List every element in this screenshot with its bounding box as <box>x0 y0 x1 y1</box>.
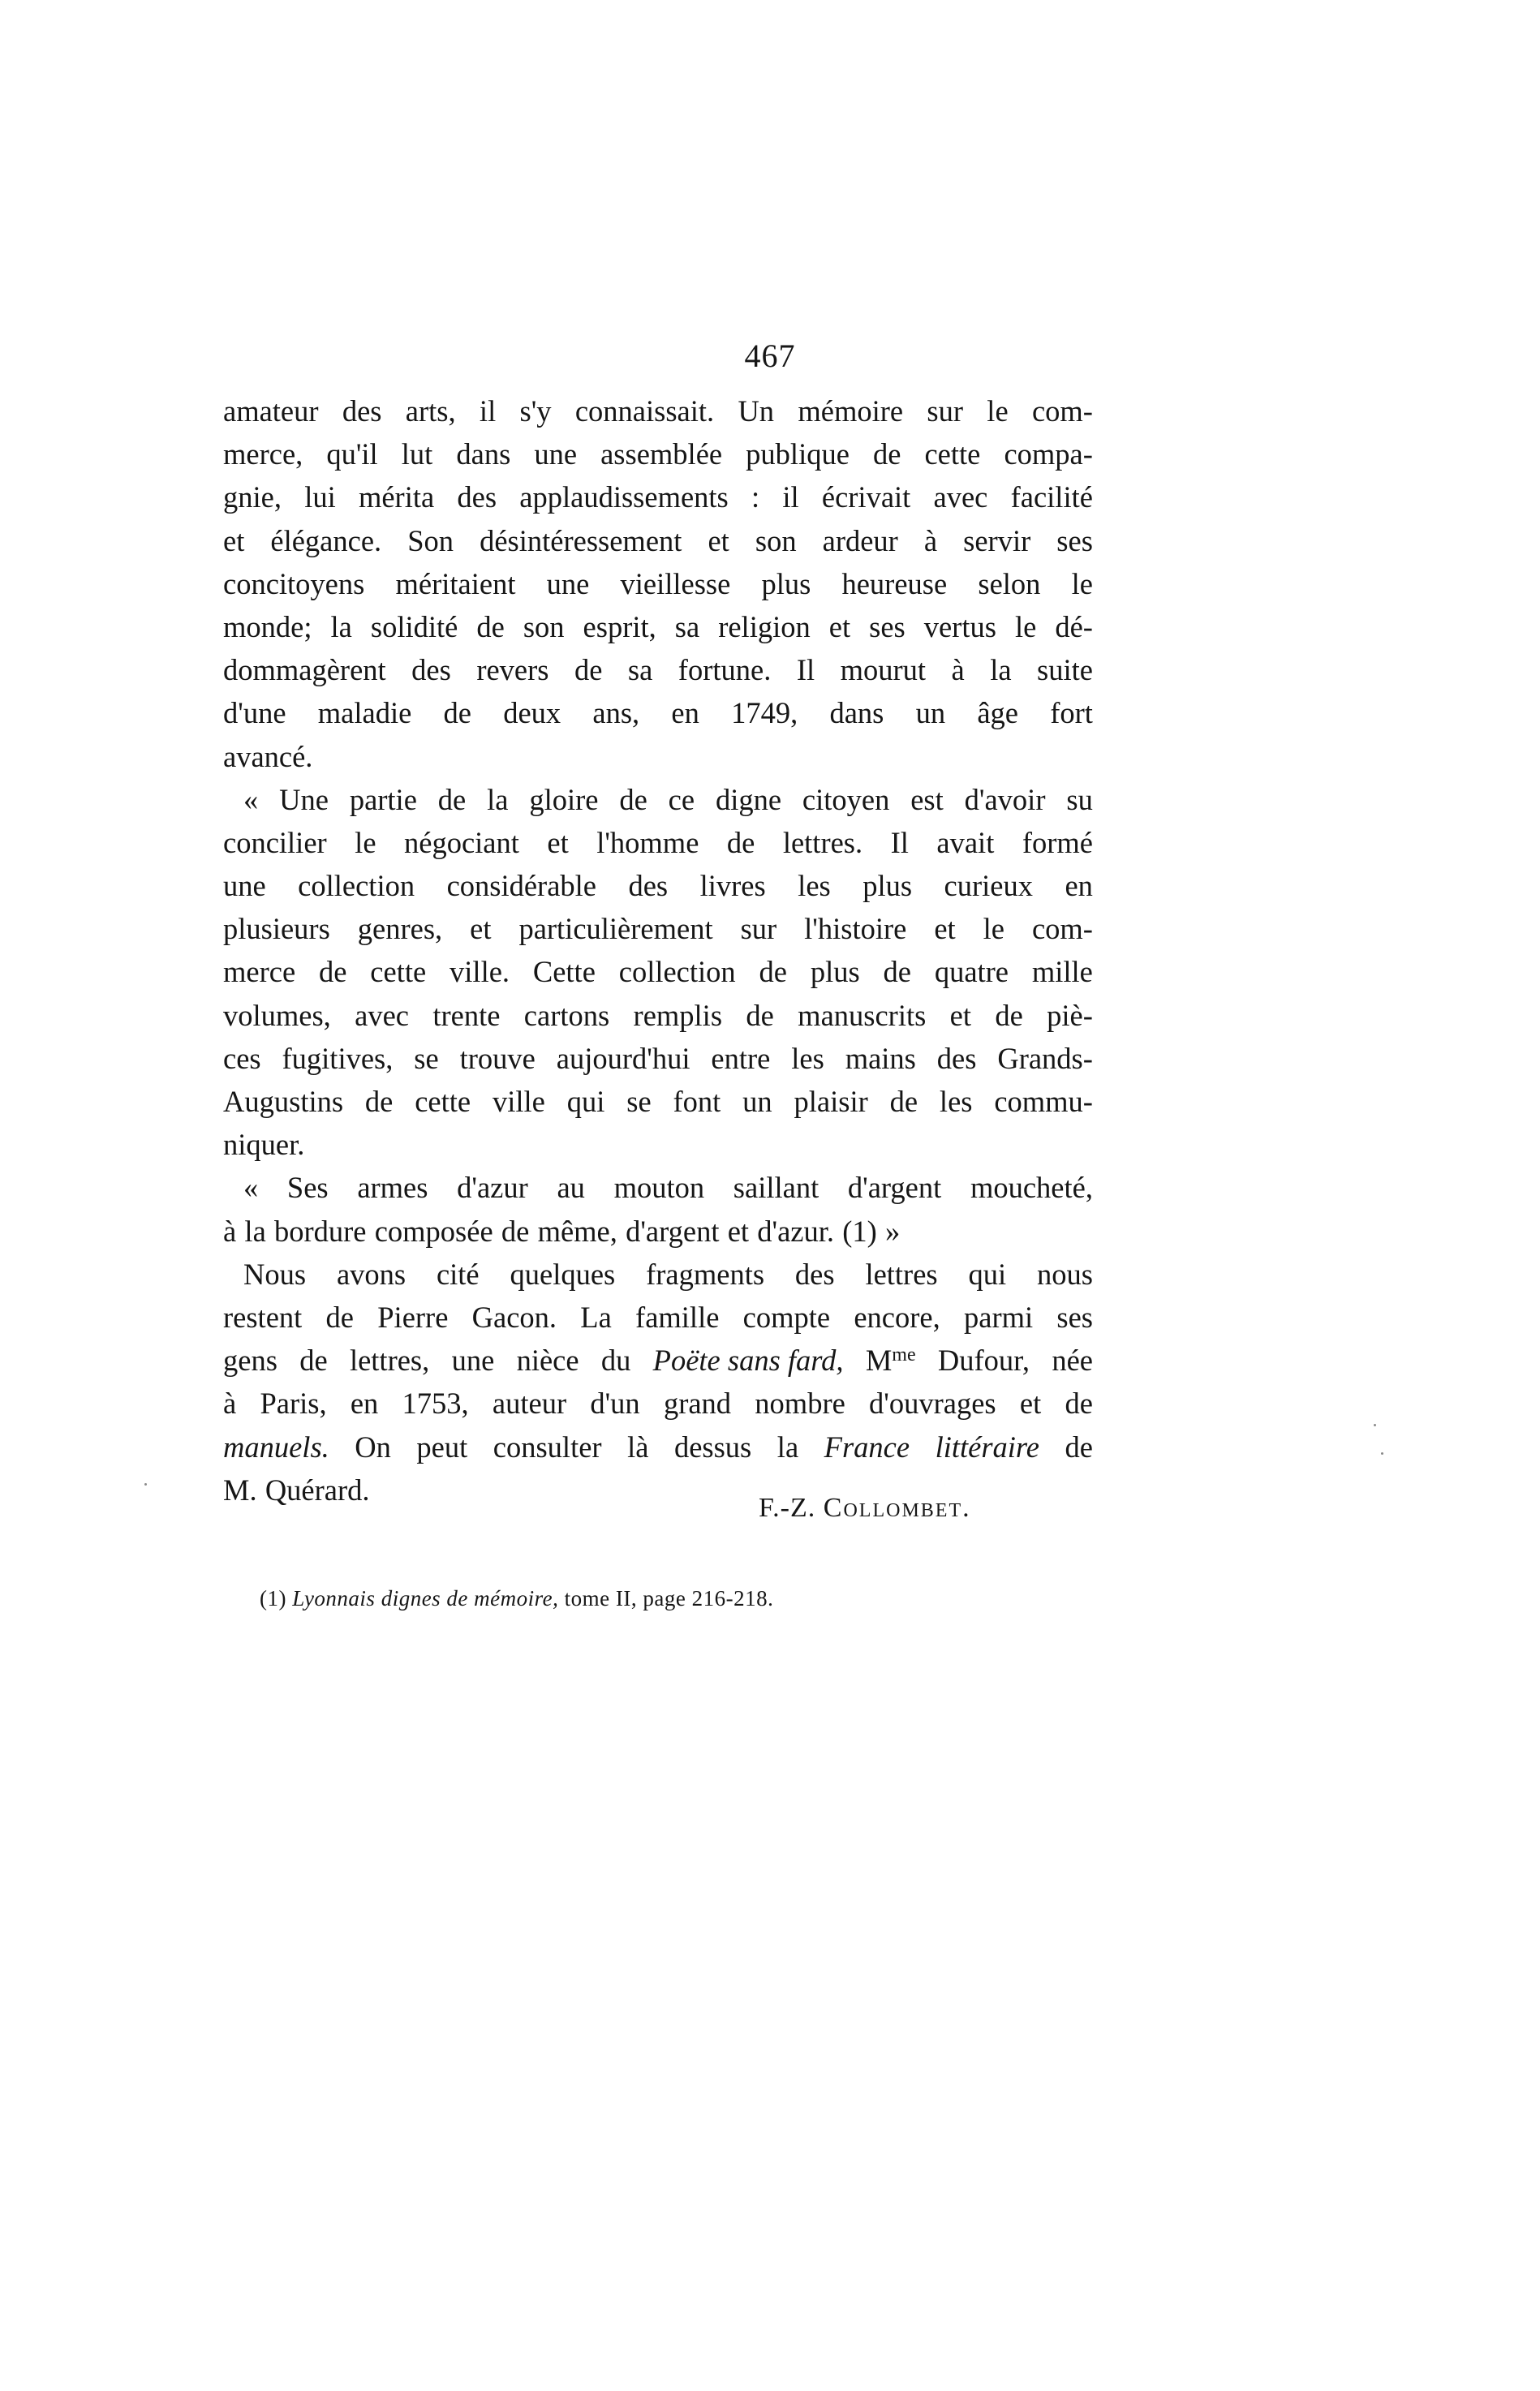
word: se <box>414 1041 439 1075</box>
word: de <box>759 955 787 989</box>
word: au <box>557 1171 585 1205</box>
word: bordure <box>273 1214 367 1248</box>
word: à <box>223 1214 237 1248</box>
word: le <box>987 394 1009 428</box>
word: Augustins <box>223 1085 344 1118</box>
word: l'histoire <box>804 912 907 946</box>
word: ses <box>1056 1300 1093 1334</box>
word: maladie <box>317 696 412 730</box>
word: à <box>951 653 965 687</box>
word: là <box>627 1430 649 1464</box>
word: la <box>244 1214 266 1248</box>
word: applaudissements <box>519 480 729 514</box>
superscript: me <box>892 1344 916 1366</box>
word: d'argent <box>847 1171 942 1205</box>
word: un <box>915 696 946 730</box>
word: plaisir <box>794 1085 868 1118</box>
word: de <box>325 1300 354 1334</box>
word: trouve <box>459 1041 536 1075</box>
word: dans <box>456 437 511 471</box>
author-signature <box>759 1493 971 1524</box>
word: de <box>574 653 603 687</box>
text-line <box>223 1166 1093 1209</box>
word: compa- <box>1004 437 1093 471</box>
signature-surname: Collombet. <box>823 1493 971 1523</box>
word: compte <box>742 1300 831 1334</box>
word: de <box>1065 1387 1093 1421</box>
word: cette <box>924 437 981 471</box>
word: sur <box>740 912 777 946</box>
word: de <box>883 955 911 989</box>
word: « <box>243 782 259 816</box>
word: mille <box>1031 955 1093 989</box>
word: dé- <box>1055 609 1093 643</box>
word: de <box>1065 1430 1093 1464</box>
word: avec <box>933 480 988 514</box>
word: solidité <box>370 609 458 643</box>
word: : <box>751 480 760 514</box>
word: avec <box>355 998 410 1032</box>
paper-speck <box>1374 1424 1376 1426</box>
word: d'une <box>223 696 286 730</box>
word: une <box>223 869 266 903</box>
word: niquer. <box>223 1128 305 1162</box>
word: nièce <box>516 1344 579 1378</box>
word: servir <box>963 523 1031 557</box>
word: élégance. <box>270 523 382 557</box>
word: d'azur <box>457 1171 528 1205</box>
word: citoyen <box>802 782 890 816</box>
word: dommagèrent <box>223 653 386 687</box>
word: son <box>523 609 565 643</box>
word: écrivait <box>821 480 911 514</box>
word: lut <box>401 437 433 471</box>
word: mains <box>845 1041 916 1075</box>
word: d'azur. <box>757 1214 834 1248</box>
word: mérita <box>358 480 435 514</box>
word: collection <box>298 869 415 903</box>
word: vieillesse <box>620 566 731 600</box>
word: cette <box>415 1085 471 1118</box>
word: Gacon. <box>471 1300 557 1334</box>
word: mémoire <box>798 394 904 428</box>
word: ville. <box>450 955 510 989</box>
word: la <box>990 653 1012 687</box>
word: suite <box>1037 653 1093 687</box>
text-line <box>223 864 1093 907</box>
word: et <box>727 1214 750 1248</box>
word: Quérard. <box>265 1473 370 1507</box>
word: lettres. <box>782 825 863 859</box>
word: un <box>742 1085 772 1118</box>
word: son <box>755 523 797 557</box>
word: le <box>1014 609 1037 643</box>
text-line <box>223 1210 1093 1253</box>
footnote-title: Lyonnais dignes de mémoire, <box>292 1586 559 1610</box>
word: de <box>443 696 471 730</box>
word: facilité <box>1010 480 1093 514</box>
word: Un <box>738 394 775 428</box>
word: âge <box>977 696 1018 730</box>
word: ans, <box>592 696 640 730</box>
word: amateur <box>223 394 319 428</box>
word: auteur <box>492 1387 567 1421</box>
word: mouton <box>613 1171 705 1205</box>
word: gnie, <box>223 480 282 514</box>
word: $M^{me}$ <box>865 1344 916 1378</box>
word: de <box>746 998 774 1032</box>
word: monde; <box>223 609 312 643</box>
word: qui <box>968 1257 1007 1291</box>
text-line <box>223 648 1093 691</box>
word: ses <box>1056 523 1093 557</box>
word: de <box>619 782 647 816</box>
text-line <box>223 1123 1093 1166</box>
text-line <box>223 950 1093 993</box>
word: désintéressement <box>480 523 682 557</box>
word: s'y <box>519 394 552 428</box>
word: née <box>1052 1344 1093 1378</box>
text-line <box>223 519 1093 562</box>
page-number: 467 <box>744 338 796 374</box>
word: concilier <box>223 825 327 859</box>
word: avancé. <box>223 739 313 773</box>
paper-speck <box>144 1483 147 1486</box>
word: de <box>995 998 1023 1032</box>
word: plusieurs <box>223 912 330 946</box>
word: même, <box>537 1214 617 1248</box>
footnote <box>260 1586 773 1611</box>
word: heureuse <box>841 566 948 600</box>
word: et <box>1019 1387 1042 1421</box>
word: concitoyens <box>223 566 365 600</box>
word: le <box>1071 566 1093 600</box>
word: lui <box>304 480 336 514</box>
word: de <box>476 609 505 643</box>
word: littéraire <box>935 1430 1039 1464</box>
word: des <box>342 394 382 428</box>
word: famille <box>635 1300 720 1334</box>
word: mourut <box>840 653 927 687</box>
text-line <box>223 821 1093 864</box>
word: Grands- <box>997 1041 1093 1075</box>
word: esprit, <box>583 609 656 643</box>
word: en <box>1065 869 1093 903</box>
word: d'argent <box>626 1214 720 1248</box>
word: manuels. <box>223 1430 329 1464</box>
word: et <box>934 912 956 946</box>
word: moucheté, <box>970 1171 1093 1205</box>
word: formé <box>1022 825 1093 859</box>
word: revers <box>476 653 549 687</box>
text-line <box>223 1253 1093 1296</box>
word: fragments <box>646 1257 765 1291</box>
word: l'homme <box>596 825 699 859</box>
word: d'ouvrages <box>869 1387 996 1421</box>
word: quelques <box>510 1257 616 1291</box>
word: La <box>580 1300 612 1334</box>
word: religion <box>718 609 811 643</box>
word: de <box>319 955 347 989</box>
word: Poëte sans fard, <box>652 1344 844 1378</box>
word: livres <box>699 869 766 903</box>
word: de <box>872 437 901 471</box>
word: des <box>794 1257 835 1291</box>
text-line <box>223 389 1093 432</box>
word: ce <box>668 782 695 816</box>
text-line <box>223 1426 1093 1469</box>
footnote-marker: (1) <box>260 1586 286 1610</box>
text-line <box>223 907 1093 950</box>
word: parmi <box>964 1300 1034 1334</box>
word: des <box>628 869 669 903</box>
text-line <box>223 691 1093 734</box>
word: ville <box>492 1085 545 1118</box>
word: su <box>1066 782 1093 816</box>
word: à <box>923 523 938 557</box>
word: commu- <box>994 1085 1093 1118</box>
word: lettres <box>865 1257 938 1291</box>
word: M. <box>223 1473 257 1507</box>
word: font <box>673 1085 721 1118</box>
word: dessus <box>673 1430 752 1464</box>
word: partie <box>349 782 417 816</box>
word: ces <box>223 1041 261 1075</box>
word: d'un <box>590 1387 640 1421</box>
word: et <box>547 825 569 859</box>
word: 1749, <box>731 696 798 730</box>
word: avait <box>936 825 995 859</box>
word: Il <box>890 825 909 859</box>
word: On <box>355 1430 391 1464</box>
word: armes <box>357 1171 428 1205</box>
word: dans <box>829 696 884 730</box>
word: et <box>949 998 971 1032</box>
text-line <box>223 1080 1093 1123</box>
word: volumes, <box>223 998 331 1032</box>
word: d'avoir <box>964 782 1046 816</box>
word: nombre <box>755 1387 845 1421</box>
word: les <box>791 1041 824 1075</box>
word: peut <box>416 1430 468 1464</box>
text-line <box>223 778 1093 821</box>
word: vertus <box>923 609 996 643</box>
footnote-reference: tome II, page 216-218. <box>564 1586 774 1610</box>
word: cette <box>370 955 427 989</box>
word: publique <box>746 437 850 471</box>
text-line <box>223 475 1093 518</box>
text-line <box>223 562 1093 605</box>
word: collection <box>618 955 736 989</box>
word: France <box>824 1430 910 1464</box>
word: arts, <box>405 394 456 428</box>
word: deux <box>503 696 561 730</box>
word: Il <box>796 653 815 687</box>
word: Une <box>279 782 329 816</box>
word: négociant <box>404 825 519 859</box>
word: en <box>350 1387 379 1421</box>
body-text <box>223 389 1093 1512</box>
word: merce <box>223 955 296 989</box>
word: une <box>451 1344 495 1378</box>
word: manuscrits <box>798 998 927 1032</box>
word: de <box>726 825 755 859</box>
text-line <box>223 605 1093 648</box>
word: lettres, <box>349 1344 430 1378</box>
word: cartons <box>523 998 610 1032</box>
word: des <box>457 480 497 514</box>
word: sa <box>674 609 700 643</box>
word: com- <box>1031 912 1093 946</box>
word: Dufour, <box>937 1344 1030 1378</box>
word: et <box>828 609 851 643</box>
word: de <box>889 1085 918 1118</box>
word: connaissait. <box>574 394 715 428</box>
word: les <box>798 869 831 903</box>
word: sur <box>927 394 963 428</box>
word: des <box>936 1041 977 1075</box>
word: du <box>600 1344 631 1378</box>
word: sa <box>627 653 653 687</box>
word: digne <box>715 782 782 816</box>
word: Ses <box>286 1171 329 1205</box>
word: et <box>223 523 245 557</box>
word: en <box>671 696 699 730</box>
paper-speck <box>1381 1452 1383 1455</box>
word: Paris, <box>260 1387 327 1421</box>
word: remplis <box>633 998 723 1032</box>
word: et <box>708 523 729 557</box>
word: « <box>243 1171 259 1205</box>
word: le <box>355 825 376 859</box>
signature-initials: F.-Z. <box>759 1493 816 1523</box>
word: des <box>411 653 451 687</box>
text-line <box>223 1296 1093 1339</box>
word: méritaient <box>395 566 516 600</box>
word: selon <box>978 566 1041 600</box>
word: plus <box>810 955 860 989</box>
word: piè- <box>1047 998 1093 1032</box>
word: quatre <box>934 955 1009 989</box>
word: à <box>223 1387 237 1421</box>
word: considérable <box>446 869 597 903</box>
word: il <box>479 394 497 428</box>
word: il <box>782 480 799 514</box>
word: le <box>983 912 1004 946</box>
word: de <box>364 1085 394 1118</box>
word: les <box>939 1085 973 1118</box>
text-line <box>223 994 1093 1037</box>
word: plus <box>761 566 811 600</box>
word: Cette <box>532 955 596 989</box>
word: plus <box>862 869 913 903</box>
text-line <box>223 1339 1093 1382</box>
word: trente <box>432 998 501 1032</box>
word: Son <box>407 523 454 557</box>
word: la <box>330 609 352 643</box>
word: une <box>546 566 590 600</box>
word: saillant <box>733 1171 819 1205</box>
word: gens <box>223 1344 277 1378</box>
word: (1) <box>842 1214 877 1248</box>
word: composée <box>374 1214 493 1248</box>
word: se <box>626 1085 652 1118</box>
word: la <box>776 1430 799 1464</box>
word: consulter <box>493 1430 602 1464</box>
word: la <box>487 782 509 816</box>
word: fort <box>1050 696 1093 730</box>
word: assemblée <box>600 437 723 471</box>
text-line <box>223 1382 1093 1425</box>
word: 1753, <box>402 1387 469 1421</box>
word: aujourd'hui <box>556 1041 690 1075</box>
word: fugitives, <box>282 1041 394 1075</box>
word: encore, <box>854 1300 940 1334</box>
word: avons <box>336 1257 407 1291</box>
word: cité <box>436 1257 480 1291</box>
word: de <box>299 1344 328 1378</box>
word: grand <box>663 1387 732 1421</box>
word: une <box>534 437 578 471</box>
word: curieux <box>944 869 1033 903</box>
word: gloire <box>529 782 599 816</box>
word: Pierre <box>377 1300 449 1334</box>
word: » <box>885 1214 901 1248</box>
word: ses <box>869 609 906 643</box>
word: fortune. <box>678 653 772 687</box>
word: de <box>437 782 467 816</box>
word: qu'il <box>326 437 378 471</box>
word: de <box>501 1214 530 1248</box>
word: Nous <box>243 1257 307 1291</box>
word: entre <box>711 1041 771 1075</box>
word: particulièrement <box>518 912 713 946</box>
word: et <box>470 912 492 946</box>
word: com- <box>1031 394 1093 428</box>
text-line <box>223 1037 1093 1080</box>
word: qui <box>566 1085 605 1118</box>
word: ardeur <box>822 523 898 557</box>
text-line <box>223 735 1093 778</box>
word: nous <box>1037 1257 1093 1291</box>
word: restent <box>223 1300 303 1334</box>
word: est <box>910 782 944 816</box>
text-line <box>223 432 1093 475</box>
word: genres, <box>357 912 443 946</box>
word: merce, <box>223 437 303 471</box>
